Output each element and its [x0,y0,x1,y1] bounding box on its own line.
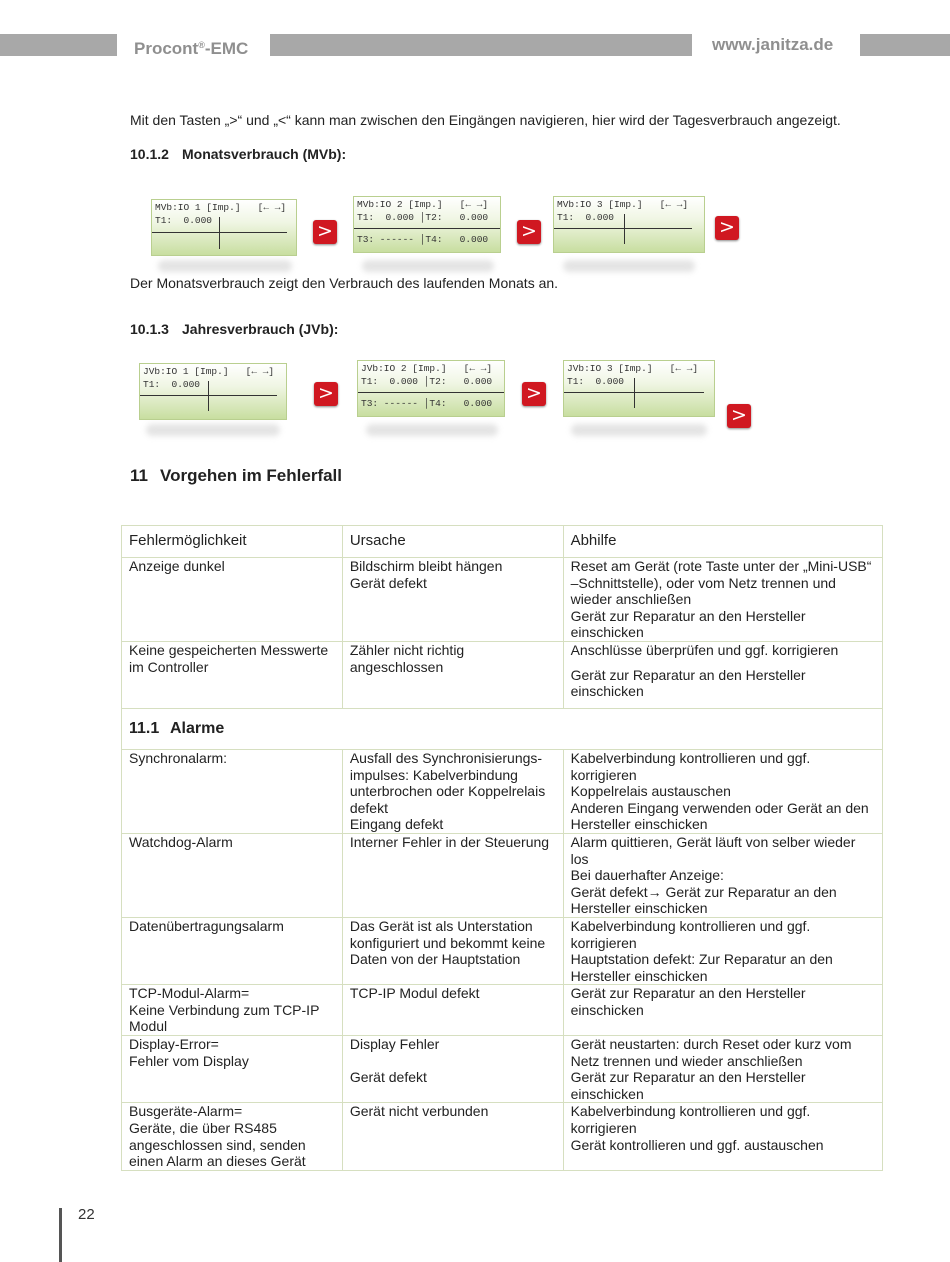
display-line-2: T1: 0.000 [567,376,625,387]
table-header-cell: Abhilfe [563,526,882,558]
footer-rule [59,1208,62,1262]
table-cell [342,1036,563,1103]
cell-line: Display-Error= [129,1036,219,1053]
table-cell [563,1103,882,1170]
display-divider [219,217,220,249]
display-divider [358,392,504,393]
table-cell [563,641,882,708]
cell-line: Anderen Eingang verwenden oder Gerät an den Hersteller einschicken [570,799,869,833]
table-row [122,641,883,708]
cell-line: Gerät zur Reparatur an den Hersteller einschicken [570,985,806,1018]
table-cell [122,985,343,1036]
display-shadow [563,260,695,272]
cell-line: Eingang defekt [349,816,444,833]
cell-line: Keine gespeicherten Messwerte im Controller [129,641,329,675]
table-cell [122,1036,343,1103]
table-header-cell: Ursache [342,526,563,558]
display-shadow [366,424,498,436]
cell-line: Fehler vom Display [129,1052,249,1069]
display-line-2: T1: 0.000 │T2: 0.000 [357,212,489,223]
cell-line: Ausfall des Synchronisierungs-impulses: Kabelverbindung unterbrochen oder Koppelrelais defekt [349,749,546,816]
table-cell [342,985,563,1036]
table-cell [342,749,563,833]
table-cell [122,749,343,833]
display-line-2: T1: 0.000 [557,212,615,223]
table-cell [563,985,882,1036]
table-cell [342,558,563,642]
display-line-2: T1: 0.000 [155,215,213,226]
cell-line: Bei dauerhafter Anzeige: [570,867,724,884]
table-cell [342,917,563,984]
cell-line: Watchdog-Alarm [129,833,233,850]
display-line-1: MVb:IO 1 [Imp.] [← →] [155,202,287,213]
alarm-section-row [122,708,883,749]
jvb-display-1 [139,363,287,420]
cell-line: Gerät defekt→ Gerät zur Reparatur an den Hersteller einschicken [570,883,837,917]
table-cell [122,1103,343,1170]
display-line-1: MVb:IO 3 [Imp.] [← →] [557,199,689,210]
table-row [122,985,883,1036]
mvb-display-3 [553,196,705,253]
jvb-display-3 [563,360,715,417]
cell-line: Keine Verbindung zum TCP-IP Modul [129,1001,320,1035]
display-line-1: MVb:IO 2 [Imp.] [← →] [357,199,489,210]
table-cell [563,917,882,984]
table-cell [563,558,882,642]
table-cell [122,641,343,708]
heading-monatsverbrauch: 10.1.2 Monatsverbrauch (MVb): [130,146,347,162]
cell-line: Geräte, die über RS485 angeschlossen sind, senden einen Alarm an dieses Gerät [129,1120,306,1170]
cell-line: Hauptstation defekt: Zur Reparatur an den Hersteller einschicken [570,951,833,984]
display-divider [634,378,635,408]
display-shadow [158,260,292,272]
header-title: Procont®-EMC [134,39,249,58]
cell-line: Interner Fehler in der Steuerung [349,833,550,850]
cell-line: Gerät zur Reparatur an den Hersteller einschicken [570,666,806,700]
header-bar-left [0,34,117,56]
display-divider [624,214,625,244]
cell-line: Alarm quittieren, Gerät läuft von selber wieder los [570,833,856,867]
header-website[interactable]: www.janitza.de [712,35,834,54]
page-number: 22 [78,1206,95,1223]
table-row [122,833,883,917]
table-cell [563,749,882,833]
table-row [122,749,883,833]
cell-line: Anzeige dunkel [129,558,225,574]
cell-line: Reset am Gerät (rote Taste unter der „Mini-USB“ –Schnittstelle), oder vom Netz trennen und wieder anschließen [570,558,872,608]
table-header-row [122,526,883,558]
table-cell [563,833,882,917]
next-arrow-button[interactable]: > [522,382,546,406]
cell-line: Display Fehler [349,1036,440,1053]
heading-alarme: 11.1 Alarme [122,708,883,749]
display-line-2: T1: 0.000 [143,379,201,390]
cell-line: Anschlüsse überprüfen und ggf. korrigieren [570,641,839,658]
display-line-1: JVb:IO 3 [Imp.] [← →] [567,363,699,374]
table-cell [122,833,343,917]
table-row [122,917,883,984]
cell-line: Zähler nicht richtig angeschlossen [349,641,465,675]
table-header-cell: Fehlermöglichkeit [122,526,343,558]
table-row [122,1103,883,1170]
cell-line: Gerät neustarten: durch Reset oder kurz vom Netz trennen und wieder anschließen [570,1036,852,1069]
cell-line: TCP-Modul-Alarm= [129,985,250,1002]
next-arrow-button[interactable]: > [314,382,338,406]
cell-line: Kabelverbindung kontrollieren und ggf. korrigieren [570,749,811,783]
cell-line: Gerät defekt [349,1069,427,1086]
display-divider [554,228,692,229]
header-bar-right [860,34,950,56]
mvb-display-2 [353,196,501,253]
cell-line: Gerät zur Reparatur an den Hersteller einschicken [570,1069,806,1102]
cell-line: Gerät zur Reparatur an den Hersteller einschicken [570,607,806,641]
display-line-2: T1: 0.000 │T2: 0.000 [361,376,493,387]
table-cell [122,558,343,642]
cell-line: Kabelverbindung kontrollieren und ggf. korrigieren [570,917,811,951]
cell-line: Das Gerät ist als Unterstation konfiguriert und bekommt keine Daten von der Hauptstation [349,917,546,968]
table-row [122,1036,883,1103]
cell-line: Gerät defekt [349,574,427,591]
display-line-1: JVb:IO 1 [Imp.] [← →] [143,366,275,377]
jvb-display-2 [357,360,505,417]
next-arrow-button[interactable]: > [313,220,337,244]
cell-line: Koppelrelais austauschen [570,783,731,800]
display-line-3: T3: ------ │T4: 0.000 [357,234,489,245]
table-row [122,558,883,642]
display-line-1: JVb:IO 2 [Imp.] [← →] [361,363,493,374]
cell-line: Busgeräte-Alarm= [129,1103,243,1120]
cell-line: Kabelverbindung kontrollieren und ggf. korrigieren [570,1103,811,1137]
table-cell [342,833,563,917]
cell-line: Synchronalarm: [129,749,228,766]
table-cell [342,1103,563,1170]
cell-line: TCP-IP Modul defekt [349,985,480,1002]
display-shadow [571,424,707,436]
display-divider [354,228,500,229]
table-cell [342,641,563,708]
display-shadow [146,424,280,436]
heading-vorgehen-im-fehlerfall: 11 Vorgehen im Fehlerfall [130,466,343,485]
cell-line: Gerät kontrollieren und ggf. austauschen [570,1136,824,1153]
cell-line: Gerät nicht verbunden [349,1103,489,1120]
header-bar-middle [270,34,692,56]
mvb-caption: Der Monatsverbrauch zeigt den Verbrauch des laufenden Monats an. [130,275,559,291]
display-line-3: T3: ------ │T4: 0.000 [361,398,493,409]
mvb-display-1 [151,199,297,256]
cell-line [350,1053,557,1070]
error-table [121,525,883,1171]
table-cell [563,1036,882,1103]
heading-jahresverbrauch: 10.1.3 Jahresverbrauch (JVb): [130,321,339,337]
next-arrow-button[interactable]: > [517,220,541,244]
next-arrow-button[interactable]: > [727,404,751,428]
intro-paragraph: Mit den Tasten „>“ und „<“ kann man zwischen den Eingängen navigieren, hier wird der Tagesverbrauch angezeigt. [130,112,841,128]
cell-line: Datenübertragungsalarm [129,917,284,934]
display-shadow [362,260,494,272]
table-cell [122,917,343,984]
cell-line: Bildschirm bleibt hängen [349,558,503,574]
next-arrow-button[interactable]: > [715,216,739,240]
display-divider [208,381,209,411]
